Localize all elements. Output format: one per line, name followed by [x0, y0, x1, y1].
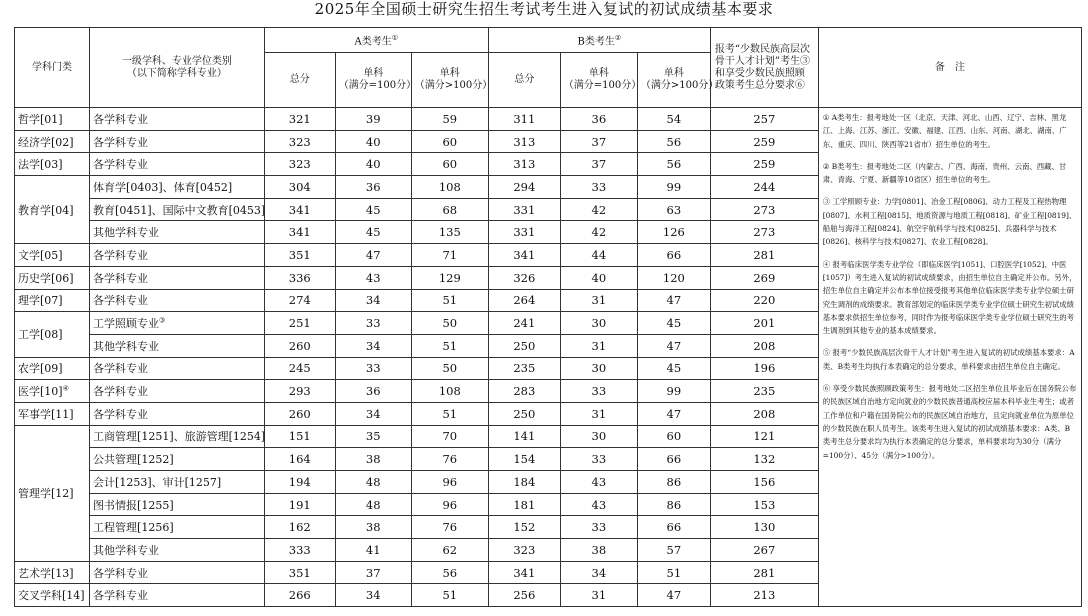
subject-label: 各学科专业 — [93, 271, 149, 285]
header-discipline: 学科门类 — [15, 28, 90, 108]
discipline-label: 教育学[04] — [18, 203, 74, 217]
discipline-cell — [15, 289, 90, 312]
b-single-gt100-cell: 120 — [637, 266, 710, 289]
header-a-eq100: （满分=100分） — [338, 80, 417, 91]
a-single-gt100-cell: 108 — [411, 380, 488, 403]
b-single-gt100-cell: 99 — [637, 380, 710, 403]
header-a-gt100: （满分>100分） — [414, 80, 493, 91]
a-total-cell: 323 — [264, 153, 335, 176]
b-single-gt100-cell: 60 — [637, 425, 710, 448]
discipline-cell — [15, 108, 90, 131]
b-single-gt100-cell: 47 — [637, 289, 710, 312]
b-single-gt100-cell: 99 — [637, 176, 710, 199]
remark-note: ⑤ 报考“少数民族高层次骨干人才计划”考生进入复试的初试成绩基本要求：A类、B类考生均执行本表确定的总分要求，单科要求由招生单位自主确定。 — [822, 348, 1075, 371]
subject-cell — [90, 402, 265, 425]
subject-cell — [90, 425, 265, 448]
subject-label: 图书情报[1255] — [93, 498, 174, 512]
b-single-100-cell: 42 — [560, 198, 637, 221]
b-single-gt100-cell: 47 — [637, 402, 710, 425]
b-total-cell: 341 — [488, 244, 560, 267]
b-total-cell: 141 — [488, 425, 560, 448]
b-single-gt100-cell: 66 — [637, 244, 710, 267]
header-a-label: A类考生 — [354, 36, 392, 48]
b-total-cell: 256 — [488, 584, 560, 607]
a-total-cell: 260 — [264, 334, 335, 357]
a-total-cell: 351 — [264, 244, 335, 267]
discipline-cell — [15, 402, 90, 425]
a-single-gt100-cell: 59 — [411, 108, 488, 131]
discipline-label: 管理学[12] — [18, 487, 74, 501]
b-single-100-cell: 30 — [560, 425, 637, 448]
header-minority: 报考“少数民族高层次骨干人才计划”考生③和享受少数民族照顾政策考生总分要求⑥ — [710, 28, 818, 108]
subject-label: 其他学科专业 — [93, 543, 160, 557]
b-single-gt100-cell: 57 — [637, 539, 710, 562]
subject-cell — [90, 561, 265, 584]
a-single-gt100-cell: 96 — [411, 493, 488, 516]
minority-total-cell: 201 — [710, 312, 818, 335]
b-total-cell: 294 — [488, 176, 560, 199]
b-single-100-cell: 42 — [560, 221, 637, 244]
discipline-label: 文学[05] — [18, 248, 63, 262]
subject-cell — [90, 471, 265, 494]
a-total-cell: 341 — [264, 198, 335, 221]
a-total-cell: 151 — [264, 425, 335, 448]
a-single-gt100-cell: 51 — [411, 402, 488, 425]
minority-total-cell: 153 — [710, 493, 818, 516]
subject-cell — [90, 198, 265, 221]
a-total-cell: 304 — [264, 176, 335, 199]
b-single-100-cell: 36 — [560, 108, 637, 131]
a-total-cell: 245 — [264, 357, 335, 380]
header-b-eq100: （满分=100分） — [563, 80, 642, 91]
a-single-100-cell: 45 — [335, 221, 411, 244]
b-total-cell: 341 — [488, 561, 560, 584]
b-single-100-cell: 31 — [560, 334, 637, 357]
header-a-single-100 — [335, 53, 417, 108]
a-single-100-cell: 45 — [335, 198, 411, 221]
subject-sup: ③ — [159, 316, 166, 325]
subject-cell — [90, 334, 265, 357]
subject-label: 各学科专业 — [93, 158, 149, 172]
b-single-100-cell: 43 — [560, 471, 637, 494]
discipline-label: 理学[07] — [18, 294, 63, 308]
a-single-100-cell: 43 — [335, 266, 411, 289]
subject-label: 各学科专业 — [93, 566, 149, 580]
a-total-cell: 293 — [264, 380, 335, 403]
a-single-gt100-cell: 51 — [411, 584, 488, 607]
minority-total-cell: 281 — [710, 561, 818, 584]
header-b-single-gt100 — [637, 53, 719, 108]
remark-note: ⑥ 享受少数民族照顾政策考生：报考地处二区招生单位且毕业后在国务院公布的民族区域自治地方定向就业的少数民族普通高校应届本科毕业生考生；或者工作单位和户籍在国务院公布的民族区域自治地方，且定向就业单位为原单位的少数民族在职人员考生。该类考生进入复试的初试成绩基本要求：A类、B类考生总分要求均为执行本表确定的总分要求，单科要求均为30分（满分=100分）、45分（满分>100分）。 — [822, 384, 1077, 460]
subject-label: 各学科专业 — [93, 135, 149, 149]
a-single-100-cell: 36 — [335, 380, 411, 403]
subject-cell — [90, 516, 265, 539]
discipline-cell — [15, 130, 90, 153]
minority-total-cell: 132 — [710, 448, 818, 471]
b-single-gt100-cell: 47 — [637, 584, 710, 607]
a-total-cell: 274 — [264, 289, 335, 312]
b-single-gt100-cell: 51 — [637, 561, 710, 584]
header-b-single-label: 单科 — [588, 68, 609, 79]
header-b-sup: ② — [614, 33, 622, 42]
a-total-cell: 162 — [264, 516, 335, 539]
a-single-100-cell: 40 — [335, 130, 411, 153]
subject-cell — [90, 289, 265, 312]
b-single-100-cell: 33 — [560, 516, 637, 539]
header-b-total: 总分 — [488, 53, 560, 108]
subject-label: 工学照顾专业 — [93, 317, 160, 331]
a-single-100-cell: 38 — [335, 448, 411, 471]
discipline-cell — [15, 266, 90, 289]
subject-label: 各学科专业 — [93, 248, 149, 262]
a-single-gt100-cell: 56 — [411, 561, 488, 584]
minority-total-cell: 273 — [710, 221, 818, 244]
subject-cell — [90, 130, 265, 153]
discipline-label: 艺术学[13] — [18, 566, 74, 580]
subject-label: 工商管理[1251]、旅游管理[1254] — [93, 430, 266, 444]
a-total-cell: 191 — [264, 493, 335, 516]
a-single-gt100-cell: 60 — [411, 130, 488, 153]
a-single-gt100-cell: 108 — [411, 176, 488, 199]
b-single-gt100-cell: 45 — [637, 312, 710, 335]
b-total-cell: 181 — [488, 493, 560, 516]
header-b-group — [488, 28, 710, 53]
discipline-cell — [15, 153, 90, 176]
discipline-label: 农学[09] — [18, 362, 63, 376]
subject-label: 各学科专业 — [93, 112, 149, 126]
discipline-label: 法学[03] — [18, 158, 63, 172]
b-single-100-cell: 30 — [560, 312, 637, 335]
b-single-gt100-cell: 45 — [637, 357, 710, 380]
subject-label: 会计[1253]、审计[1257] — [93, 475, 222, 489]
subject-cell — [90, 176, 265, 199]
b-total-cell: 264 — [488, 289, 560, 312]
discipline-label: 经济学[02] — [18, 135, 74, 149]
b-single-100-cell: 30 — [560, 357, 637, 380]
minority-total-cell: 281 — [710, 244, 818, 267]
table-row — [15, 108, 1082, 131]
a-single-gt100-cell: 129 — [411, 266, 488, 289]
subject-label: 其他学科专业 — [93, 226, 160, 240]
subject-cell — [90, 380, 265, 403]
subject-cell — [90, 266, 265, 289]
a-single-100-cell: 33 — [335, 357, 411, 380]
minority-total-cell: 213 — [710, 584, 818, 607]
subject-label: 各学科专业 — [93, 362, 149, 376]
a-total-cell: 333 — [264, 539, 335, 562]
subject-label: 各学科专业 — [93, 385, 149, 399]
b-single-gt100-cell: 63 — [637, 198, 710, 221]
b-single-gt100-cell: 54 — [637, 108, 710, 131]
discipline-cell — [15, 176, 90, 244]
header-b-label: B类考生 — [577, 36, 615, 48]
b-single-gt100-cell: 56 — [637, 153, 710, 176]
header-remarks: 备 注 — [818, 28, 1081, 108]
subject-label: 各学科专业 — [93, 589, 149, 603]
b-total-cell: 250 — [488, 402, 560, 425]
b-single-gt100-cell: 47 — [637, 334, 710, 357]
a-single-100-cell: 34 — [335, 289, 411, 312]
a-single-gt100-cell: 96 — [411, 471, 488, 494]
a-single-gt100-cell: 62 — [411, 539, 488, 562]
minority-total-cell: 244 — [710, 176, 818, 199]
minority-total-cell: 196 — [710, 357, 818, 380]
b-single-100-cell: 31 — [560, 584, 637, 607]
b-total-cell: 331 — [488, 221, 560, 244]
a-single-100-cell: 47 — [335, 244, 411, 267]
a-single-100-cell: 36 — [335, 176, 411, 199]
header-a-total: 总分 — [264, 53, 335, 108]
subject-cell — [90, 244, 265, 267]
header-a-single-label: 单科 — [363, 68, 384, 79]
minority-total-cell: 208 — [710, 334, 818, 357]
b-single-gt100-cell: 126 — [637, 221, 710, 244]
minority-total-cell: 269 — [710, 266, 818, 289]
minority-total-cell: 130 — [710, 516, 818, 539]
b-single-100-cell: 40 — [560, 266, 637, 289]
subject-cell — [90, 312, 265, 335]
subject-label: 各学科专业 — [93, 407, 149, 421]
b-single-100-cell: 37 — [560, 130, 637, 153]
b-total-cell: 313 — [488, 130, 560, 153]
b-single-100-cell: 38 — [560, 539, 637, 562]
b-single-gt100-cell: 86 — [637, 471, 710, 494]
a-single-100-cell: 34 — [335, 334, 411, 357]
discipline-cell — [15, 584, 90, 607]
minority-total-cell: 208 — [710, 402, 818, 425]
subject-label: 教育[0451]、国际中文教育[0453] — [93, 203, 266, 217]
a-single-100-cell: 40 — [335, 153, 411, 176]
a-total-cell: 336 — [264, 266, 335, 289]
minority-total-cell: 220 — [710, 289, 818, 312]
b-single-100-cell: 31 — [560, 402, 637, 425]
b-single-100-cell: 31 — [560, 289, 637, 312]
a-single-100-cell: 41 — [335, 539, 411, 562]
header-a-single-gt100 — [411, 53, 493, 108]
score-table-wrapper — [14, 27, 1082, 611]
minority-total-cell: 257 — [710, 108, 818, 131]
discipline-label: 交叉学科[14] — [18, 589, 85, 603]
b-single-100-cell: 33 — [560, 176, 637, 199]
b-single-gt100-cell: 66 — [637, 516, 710, 539]
subject-cell — [90, 539, 265, 562]
subject-label: 公共管理[1252] — [93, 453, 174, 467]
remark-note: ④ 报考临床医学类专业学位（即临床医学[1051]、口腔医学[1052]、中医[1057]）考生进入复试的初试成绩要求，由招生单位自主确定并公布。另外，招生单位自主确定并公布本单位接受报考其他单位临床医学类专业学位硕士研究生调剂的成绩要求。教育部划定的临床医学类专业学位硕士研究生初试成绩基本要求供招生单位参考，同时作为报考临床医学类专业学位硕士研究生的考生调剂到其他专业的基本成绩要求。 — [822, 259, 1077, 336]
b-total-cell: 250 — [488, 334, 560, 357]
minority-total-cell: 259 — [710, 130, 818, 153]
a-single-gt100-cell: 51 — [411, 334, 488, 357]
a-total-cell: 351 — [264, 561, 335, 584]
b-total-cell: 326 — [488, 266, 560, 289]
remark-note: ② B类考生：报考地处二区（内蒙古、广西、海南、贵州、云南、西藏、甘肃、青海、宁夏、新疆等10省区）招生单位的考生。 — [822, 161, 1067, 185]
b-total-cell: 311 — [488, 108, 560, 131]
a-single-gt100-cell: 76 — [411, 516, 488, 539]
subject-cell — [90, 493, 265, 516]
minority-total-cell: 121 — [710, 425, 818, 448]
a-single-100-cell: 39 — [335, 108, 411, 131]
page-title: 2025年全国硕士研究生招生考试考生进入复试的初试成绩基本要求 — [314, 0, 774, 18]
discipline-cell — [15, 380, 90, 403]
header-subject — [90, 28, 265, 108]
b-total-cell: 152 — [488, 516, 560, 539]
discipline-sup: ④ — [62, 384, 69, 393]
subject-label: 各学科专业 — [93, 294, 149, 308]
b-total-cell: 283 — [488, 380, 560, 403]
a-single-gt100-cell: 70 — [411, 425, 488, 448]
subject-cell — [90, 153, 265, 176]
a-single-100-cell: 33 — [335, 312, 411, 335]
a-single-100-cell: 35 — [335, 425, 411, 448]
a-single-100-cell: 34 — [335, 584, 411, 607]
a-total-cell: 251 — [264, 312, 335, 335]
header-a-single-label2: 单科 — [439, 68, 460, 79]
subject-label: 其他学科专业 — [93, 339, 160, 353]
a-single-gt100-cell: 51 — [411, 289, 488, 312]
a-single-gt100-cell: 50 — [411, 312, 488, 335]
subject-cell — [90, 584, 265, 607]
b-total-cell: 323 — [488, 539, 560, 562]
b-total-cell: 154 — [488, 448, 560, 471]
b-single-100-cell: 33 — [560, 448, 637, 471]
discipline-cell — [15, 244, 90, 267]
subject-label: 体育学[0403]、体育[0452] — [93, 180, 233, 194]
header-a-sup: ① — [391, 33, 399, 42]
a-single-gt100-cell: 135 — [411, 221, 488, 244]
a-single-100-cell: 37 — [335, 561, 411, 584]
discipline-cell — [15, 425, 90, 561]
header-b-single-100 — [560, 53, 642, 108]
discipline-label: 军事学[11] — [18, 407, 74, 421]
a-single-gt100-cell: 71 — [411, 244, 488, 267]
header-subject-line2: （以下简称学科专业） — [126, 67, 227, 79]
discipline-label: 医学[10] — [18, 385, 63, 399]
subject-cell — [90, 108, 265, 131]
a-single-100-cell: 34 — [335, 402, 411, 425]
a-total-cell: 194 — [264, 471, 335, 494]
a-single-100-cell: 48 — [335, 471, 411, 494]
minority-total-cell: 259 — [710, 153, 818, 176]
a-total-cell: 164 — [264, 448, 335, 471]
header-subject-line1: 一级学科、专业学位类别 — [121, 55, 232, 67]
discipline-label: 哲学[01] — [18, 112, 63, 126]
minority-total-cell: 273 — [710, 198, 818, 221]
remarks-cell — [818, 108, 1081, 607]
remark-note: ① A类考生：报考地处一区（北京、天津、河北、山西、辽宁、吉林、黑龙江、上海、江苏、浙江、安徽、福建、江西、山东、河南、湖北、湖南、广东、重庆、四川、陕西等21省市）招生单位的考生。 — [822, 113, 1067, 149]
b-single-100-cell: 37 — [560, 153, 637, 176]
a-total-cell: 321 — [264, 108, 335, 131]
b-single-gt100-cell: 86 — [637, 493, 710, 516]
minority-total-cell: 267 — [710, 539, 818, 562]
minority-total-cell: 156 — [710, 471, 818, 494]
discipline-cell — [15, 357, 90, 380]
a-single-gt100-cell: 68 — [411, 198, 488, 221]
a-single-gt100-cell: 50 — [411, 357, 488, 380]
a-single-gt100-cell: 76 — [411, 448, 488, 471]
b-single-100-cell: 44 — [560, 244, 637, 267]
subject-cell — [90, 448, 265, 471]
header-b-single-label2: 单科 — [663, 68, 684, 79]
remark-note: ③ 工学照顾专业：力学[0801]、冶金工程[0806]、动力工程及工程热物理[0807]、水利工程[0815]、地质资源与地质工程[0818]、矿业工程[0819]、船舶与海洋工程[0824]、航空宇航科学与技术[0825]、兵器科学与技术[0826]、核科学与技术[0827]、农业工程[0828]。 — [822, 197, 1077, 247]
b-total-cell: 313 — [488, 153, 560, 176]
b-single-100-cell: 43 — [560, 493, 637, 516]
a-total-cell: 260 — [264, 402, 335, 425]
b-single-100-cell: 33 — [560, 380, 637, 403]
b-total-cell: 184 — [488, 471, 560, 494]
subject-label: 工程管理[1256] — [93, 521, 174, 535]
score-table — [14, 27, 1082, 607]
b-single-100-cell: 34 — [560, 561, 637, 584]
subject-cell — [90, 357, 265, 380]
header-b-gt100: （满分>100分） — [640, 80, 719, 91]
discipline-cell — [15, 561, 90, 584]
b-single-gt100-cell: 66 — [637, 448, 710, 471]
discipline-cell — [15, 312, 90, 357]
a-total-cell: 341 — [264, 221, 335, 244]
b-single-gt100-cell: 56 — [637, 130, 710, 153]
a-single-100-cell: 38 — [335, 516, 411, 539]
b-total-cell: 241 — [488, 312, 560, 335]
b-total-cell: 331 — [488, 198, 560, 221]
a-total-cell: 266 — [264, 584, 335, 607]
b-total-cell: 235 — [488, 357, 560, 380]
a-total-cell: 323 — [264, 130, 335, 153]
header-a-group — [264, 28, 488, 53]
a-single-100-cell: 48 — [335, 493, 411, 516]
subject-cell — [90, 221, 265, 244]
a-single-gt100-cell: 60 — [411, 153, 488, 176]
discipline-label: 历史学[06] — [18, 271, 74, 285]
discipline-label: 工学[08] — [18, 328, 63, 342]
minority-total-cell: 235 — [710, 380, 818, 403]
